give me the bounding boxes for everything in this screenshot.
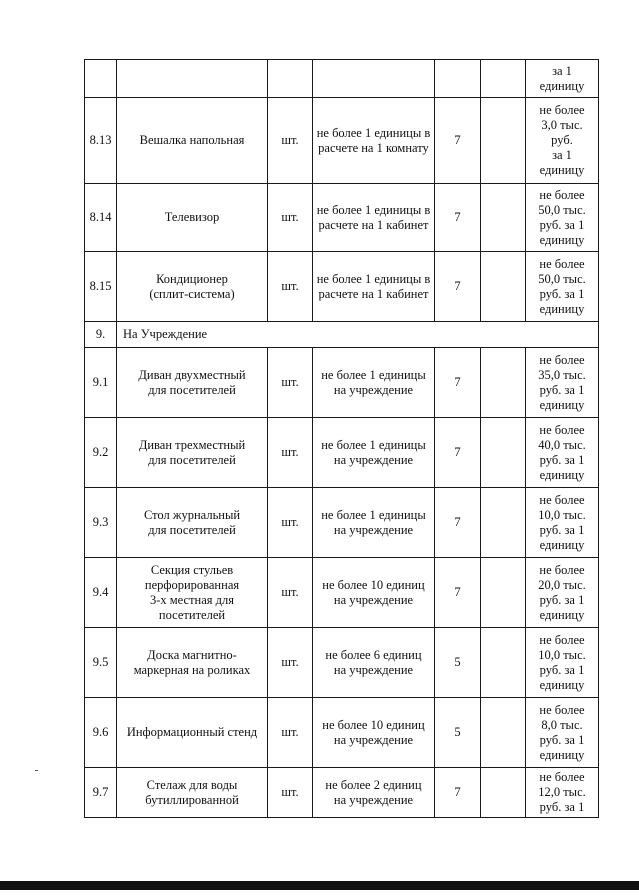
item-unit: шт.	[268, 252, 313, 322]
item-unit: шт.	[268, 698, 313, 768]
item-number: 9.4	[85, 558, 117, 628]
item-service-life	[435, 60, 481, 98]
item-price-limit: не более 50,0 тыс. руб. за 1 единицу	[526, 252, 599, 322]
item-service-life: 7	[435, 488, 481, 558]
item-extra	[481, 60, 526, 98]
item-unit: шт.	[268, 98, 313, 184]
item-quantity-norm: не более 1 единицы на учреждение	[313, 348, 435, 418]
item-price-limit: не более 10,0 тыс. руб. за 1 единицу	[526, 488, 599, 558]
table-row	[85, 698, 599, 768]
item-quantity-norm: не более 1 единицы на учреждение	[313, 488, 435, 558]
item-unit: шт.	[268, 768, 313, 818]
section-row	[85, 322, 599, 348]
item-name: Доска магнитно- маркерная на роликах	[117, 628, 268, 698]
item-service-life: 5	[435, 698, 481, 768]
item-name	[117, 60, 268, 98]
table-row	[85, 60, 599, 98]
item-name: Телевизор	[117, 184, 268, 252]
item-number: 9.7	[85, 768, 117, 818]
item-price-limit: не более 20,0 тыс. руб. за 1 единицу	[526, 558, 599, 628]
item-number	[85, 60, 117, 98]
item-number: 8.15	[85, 252, 117, 322]
item-unit: шт.	[268, 628, 313, 698]
item-extra	[481, 558, 526, 628]
item-extra	[481, 418, 526, 488]
item-number: 9.1	[85, 348, 117, 418]
item-service-life: 7	[435, 252, 481, 322]
section-title: На Учреждение	[117, 322, 599, 348]
item-quantity-norm	[313, 60, 435, 98]
item-unit: шт.	[268, 348, 313, 418]
item-extra	[481, 628, 526, 698]
item-name: Стелаж для воды бутиллированной	[117, 768, 268, 818]
item-number: 9.3	[85, 488, 117, 558]
item-number: 8.13	[85, 98, 117, 184]
item-quantity-norm: не более 2 единиц на учреждение	[313, 768, 435, 818]
item-unit	[268, 60, 313, 98]
item-quantity-norm: не более 1 единицы в расчете на 1 кабинет	[313, 252, 435, 322]
item-service-life: 7	[435, 184, 481, 252]
table-row	[85, 98, 599, 184]
item-extra	[481, 698, 526, 768]
item-service-life: 7	[435, 558, 481, 628]
item-unit: шт.	[268, 184, 313, 252]
table-row	[85, 768, 599, 818]
item-price-limit: не более 40,0 тыс. руб. за 1 единицу	[526, 418, 599, 488]
item-name: Секция стульев перфорированная 3-х местная для посетителей	[117, 558, 268, 628]
item-unit: шт.	[268, 488, 313, 558]
item-name: Информационный стенд	[117, 698, 268, 768]
item-extra	[481, 98, 526, 184]
item-quantity-norm: не более 1 единицы в расчете на 1 комнату	[313, 98, 435, 184]
item-price-limit: не более 12,0 тыс. руб. за 1	[526, 768, 599, 818]
item-extra	[481, 488, 526, 558]
table-row	[85, 488, 599, 558]
item-price-limit: не более 8,0 тыс. руб. за 1 единицу	[526, 698, 599, 768]
item-price-limit: не более 3,0 тыс. руб. за 1 единицу	[526, 98, 599, 184]
item-price-limit: не более 10,0 тыс. руб. за 1 единицу	[526, 628, 599, 698]
item-service-life: 7	[435, 348, 481, 418]
item-name: Диван трехместный для посетителей	[117, 418, 268, 488]
item-service-life: 7	[435, 768, 481, 818]
item-quantity-norm: не более 10 единиц на учреждение	[313, 698, 435, 768]
item-price-limit: за 1 единицу	[526, 60, 599, 98]
table-row	[85, 418, 599, 488]
table-row	[85, 558, 599, 628]
item-unit: шт.	[268, 558, 313, 628]
item-number: 8.14	[85, 184, 117, 252]
item-quantity-norm: не более 1 единицы на учреждение	[313, 418, 435, 488]
item-unit: шт.	[268, 418, 313, 488]
scan-artifact	[35, 770, 38, 771]
item-service-life: 7	[435, 418, 481, 488]
item-service-life: 7	[435, 98, 481, 184]
item-service-life: 5	[435, 628, 481, 698]
item-extra	[481, 348, 526, 418]
item-name: Стол журнальный для посетителей	[117, 488, 268, 558]
table-row	[85, 252, 599, 322]
item-name: Диван двухместный для посетителей	[117, 348, 268, 418]
table-row	[85, 628, 599, 698]
item-price-limit: не более 35,0 тыс. руб. за 1 единицу	[526, 348, 599, 418]
item-name: Вешалка напольная	[117, 98, 268, 184]
item-extra	[481, 184, 526, 252]
table-row	[85, 348, 599, 418]
item-number: 9.2	[85, 418, 117, 488]
item-quantity-norm: не более 1 единицы в расчете на 1 кабинет	[313, 184, 435, 252]
item-extra	[481, 768, 526, 818]
item-quantity-norm: не более 6 единиц на учреждение	[313, 628, 435, 698]
section-number: 9.	[85, 322, 117, 348]
item-number: 9.5	[85, 628, 117, 698]
table-row	[85, 184, 599, 252]
scan-bottom-edge	[0, 881, 639, 890]
item-number: 9.6	[85, 698, 117, 768]
item-quantity-norm: не более 10 единиц на учреждение	[313, 558, 435, 628]
item-extra	[481, 252, 526, 322]
norms-table	[84, 59, 599, 818]
item-price-limit: не более 50,0 тыс. руб. за 1 единицу	[526, 184, 599, 252]
item-name: Кондиционер (сплит-система)	[117, 252, 268, 322]
